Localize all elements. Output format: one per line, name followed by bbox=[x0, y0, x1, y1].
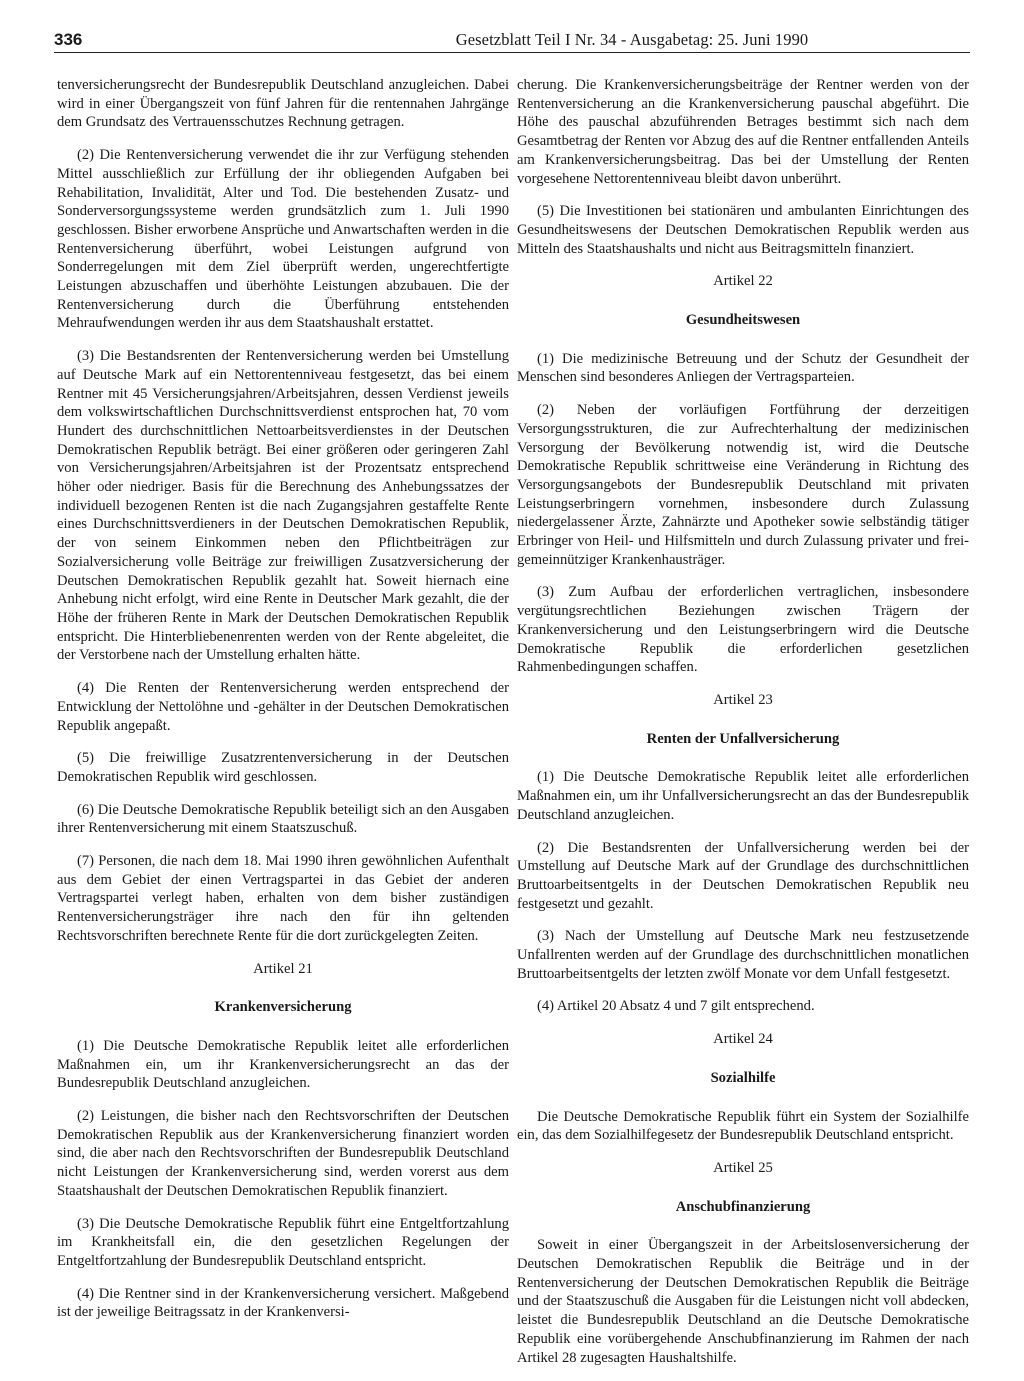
article-label: Artikel 23 bbox=[713, 691, 773, 708]
left-column bbox=[57, 76, 509, 1336]
paragraph: (2) Die Rentenversicherung verwendet die ihr zur Verfügung stehenden Mittel ausschließlich zur Erfüllung der ihr obliegenden Aufgaben bei Rehabilitation, Invalidität, Alter und Tod. Die bestehenden Zusatz- und Sonderversorgungssysteme werden grundsätzlich zum 1. Juli 1990 geschlossen. Bisher erworbene Ansprüche und Anwartschaften werden in die Rentenversicherung überführt, wobei Leistungen aufgrund von Sonderregelungen mit dem Ziel überprüft werden, ungerechtfertigte Leistungen abzuschaffen und überhöhte Leistungen abzubauen. Die der Rentenversicherung durch die Überführung entstehenden Mehraufwendungen werden ihr aus dem Staatshaushalt erstattet. bbox=[57, 147, 509, 332]
paragraph: (2) Neben der vorläufigen Fortführung der derzeitigen Versorgungsstrukturen, die zur Aufrechterhaltung der medizinischen Versorgung der Bevölkerung notwendig ist, wird die Deutsche Demokratische Republik schrittweise eine Veränderung in Richtung des Versorgungsangebots der Bundesrepublik Deutschland mit privaten Leistungserbringern vornehmen, insbesondere durch Zulassung niedergelassener Ärzte, Zahnärzte und Apotheker sowie selbständig tätiger Erbringer von Heil- und Hilfsmitteln und durch Zulassung privater und frei-gemeinnütziger Krankenhausträger. bbox=[517, 402, 969, 568]
article-label: Artikel 25 bbox=[713, 1159, 773, 1176]
article-title: Sozialhilfe bbox=[710, 1069, 776, 1086]
paragraph: (4) Die Renten der Rentenversicherung werden entsprechend der Entwicklung der Nettolöhne und -gehälter in der Deutschen Demokratischen Republik angepaßt. bbox=[57, 680, 509, 734]
article-title: Anschubfinanzierung bbox=[675, 1198, 811, 1215]
paragraph: Soweit in einer Übergangszeit in der Arbeitslosenversicherung der Deutschen Demokratischen Republik die Beiträge und in der Rentenversicherung der Deutschen Demokratischen Republik die Beiträge und der Staatszuschuß die Ausgaben für die Leistungen nicht voll abdecken, leistet die Bundesrepublik Deutschland an die Deutsche Demokratische Republik eine vorübergehende Anschubfinanzierung im Rahmen der nach Artikel 28 zugesagten Haushaltshilfe. bbox=[517, 1237, 969, 1366]
paragraph: tenversicherungsrecht der Bundesrepublik Deutschland anzugleichen. Dabei wird in einer Übergangszeit von fünf Jahren für die rentennahen Jahrgänge dem Grundsatz des Vertrauensschutzes Rechnung getragen. bbox=[57, 77, 509, 131]
article-title: Gesundheitswesen bbox=[685, 312, 801, 329]
paragraph: (6) Die Deutsche Demokratische Republik beteiligt sich an den Ausgaben ihrer Rentenversicherung mit einem Staatszuschuß. bbox=[57, 801, 509, 837]
paragraph: (2) Leistungen, die bisher nach den Rechtsvorschriften der Deutschen Demokratischen Republik aus der Krankenversicherung finanziert worden sind, die aber nach den Rechtsvorschriften der Bundesrepublik Deutschland nicht Leistungen der Krankenversicherung sind, werden vorerst aus dem Staatshaushalt der Deutschen Demokratischen Republik finanziert. bbox=[57, 1108, 509, 1199]
paragraph: (1) Die Deutsche Demokratische Republik leitet alle erforderlichen Maßnahmen ein, um ihr Unfallversicherungsrecht an das der Bundesrepublik Deutschland anzugleichen. bbox=[517, 769, 969, 823]
paragraph: Die Deutsche Demokratische Republik führt ein System der Sozialhilfe ein, das dem Sozialhilfegesetz der Bundesrepublik Deutschland entspricht. bbox=[517, 1108, 969, 1144]
paragraph: (5) Die freiwillige Zusatzrentenversicherung in der Deutschen Demokratischen Republik wird geschlossen. bbox=[57, 750, 509, 785]
paragraph: (2) Die Bestandsrenten der Unfallversicherung werden bei der Umstellung auf Deutsche Mark auf der Grundlage des durchschnittlichen Bruttoarbeitsentgelts in der Deutschen Demokratischen Republik neu festgesetzt und gezahlt. bbox=[517, 839, 969, 912]
paragraph: (4) Die Rentner sind in der Krankenversicherung versichert. Maßgebend ist der jeweilige Beitragssatz in der Krankenversi- bbox=[57, 1285, 509, 1321]
paragraph: (7) Personen, die nach dem 18. Mai 1990 ihren gewöhnlichen Aufenthalt aus dem Gebiet der einen Vertragspartei in das Gebiet der anderen Vertragspartei verlegt haben, erhalten von dem bisher zuständigen Rentenversicherungsträger ihre nach den für ihn geltenden Rechtsvorschriften berechnete Rente für die dort zurückgelegten Zeiten. bbox=[57, 853, 509, 944]
article-label: Artikel 22 bbox=[713, 273, 773, 290]
page-header bbox=[54, 30, 970, 53]
running-head: Gesetzblatt Teil I Nr. 34 - Ausgabetag: 25. Juni 1990 bbox=[455, 30, 809, 49]
paragraph: (4) Artikel 20 Absatz 4 und 7 gilt entsprechend. bbox=[537, 998, 815, 1015]
article-label: Artikel 21 bbox=[253, 960, 313, 977]
paragraph: (3) Nach der Umstellung auf Deutsche Mark neu festzusetzende Unfallrenten werden auf der Grundlage des durchschnittlichen monatlichen Bruttoarbeitsentgelts der letzten zwölf Monate vor dem Unfall festgesetzt. bbox=[517, 928, 969, 982]
right-column bbox=[517, 76, 969, 1381]
paragraph: (3) Zum Aufbau der erforderlichen vertraglichen, insbesondere vergütungsrechtlichen Beziehungen zwischen Trägern der Krankenversicherung und den Leistungserbringern wird die Deutsche Demokratische Republik die erforderlichen gesetzlichen Rahmenbedingungen schaffen. bbox=[517, 584, 969, 676]
paragraph: cherung. Die Krankenversicherungsbeiträge der Rentner werden von der Rentenversicherung an die Krankenversicherung pauschal abgeführt. Die Höhe des pauschal abzuführenden Betrages bestimmt sich nach dem Gesamtbetrag der Renten vor Abzug des auf die Rentner entfallenden Anteils am Krankenversicherungsbeitrag. Das bei der Umstellung der Renten vorgesehene Nettorentenniveau bleibt davon unberührt. bbox=[517, 77, 969, 187]
paragraph: (1) Die medizinische Betreuung und der Schutz der Gesundheit der Menschen sind besonderes Anliegen der Vertragsparteien. bbox=[517, 350, 969, 386]
page-number: 336 bbox=[54, 30, 83, 49]
paragraph: (1) Die Deutsche Demokratische Republik leitet alle erforderlichen Maßnahmen ein, um ihr Krankenversicherungsrecht an das der Bundesrepublik Deutschland anzugleichen. bbox=[57, 1037, 509, 1092]
paragraph: (5) Die Investitionen bei stationären und ambulanten Einrichtungen des Gesundheitswesens der Deutschen Demokratischen Republik werden aus Mitteln des Staatshaushalts und nicht aus Beitragsmitteln finanziert. bbox=[517, 203, 969, 257]
article-title: Renten der Unfallversicherung bbox=[646, 730, 840, 747]
paragraph: (3) Die Deutsche Demokratische Republik führt eine Entgeltfortzahlung im Krankheitsfall ein, die den gesetzlichen Regelungen der Entgeltfortzahlung der Bundesrepublik Deutschland entspricht. bbox=[57, 1215, 509, 1269]
article-label: Artikel 24 bbox=[713, 1031, 773, 1048]
paragraph: (3) Die Bestandsrenten der Rentenversicherung werden bei Umstellung auf Deutsche Mark auf ein Nettorentenniveau festgesetzt, das bei einem Rentner mit 45 Versicherungsjahren/Arbeitsjahren, dessen Verdienst jeweils dem volkswirtschaftlichen Durchschnittsverdienst entsprochen hat, 70 vom Hundert des durchschnittlichen Nettoarbeitsverdienstes in der Deutschen Demokratischen Republik beträgt. Bei einer größeren oder geringeren Zahl von Versicherungsjahren/Arbeitsjahren ist der Prozentsatz entsprechend höher oder niedriger. Basis für die Berechnung des Anhebungssatzes der individuell bezogenen Renten ist die nach Zugangsjahren gestaffelte Rente eines Durchschnittsverdieners in der Deutschen Demokratischen Republik, der von seinem Einkommen neben den Pflichtbeiträgen zur Sozialversicherung volle Beiträge zur freiwilligen Zusatzversicherung der Deutschen Demokratischen Republik gezahlt hat. Soweit hiernach eine Anhebung nicht erfolgt, wird eine Rente in Deutscher Mark gezahlt, die der Höhe der früheren Rente in Mark der Deutschen Demokratischen Republik entspricht. Die Hinterbliebenenrenten werden von der Rente abgeleitet, die der Verstorbene nach der Umstellung erhalten hätte. bbox=[57, 348, 509, 664]
article-title: Krankenversicherung bbox=[214, 999, 352, 1016]
